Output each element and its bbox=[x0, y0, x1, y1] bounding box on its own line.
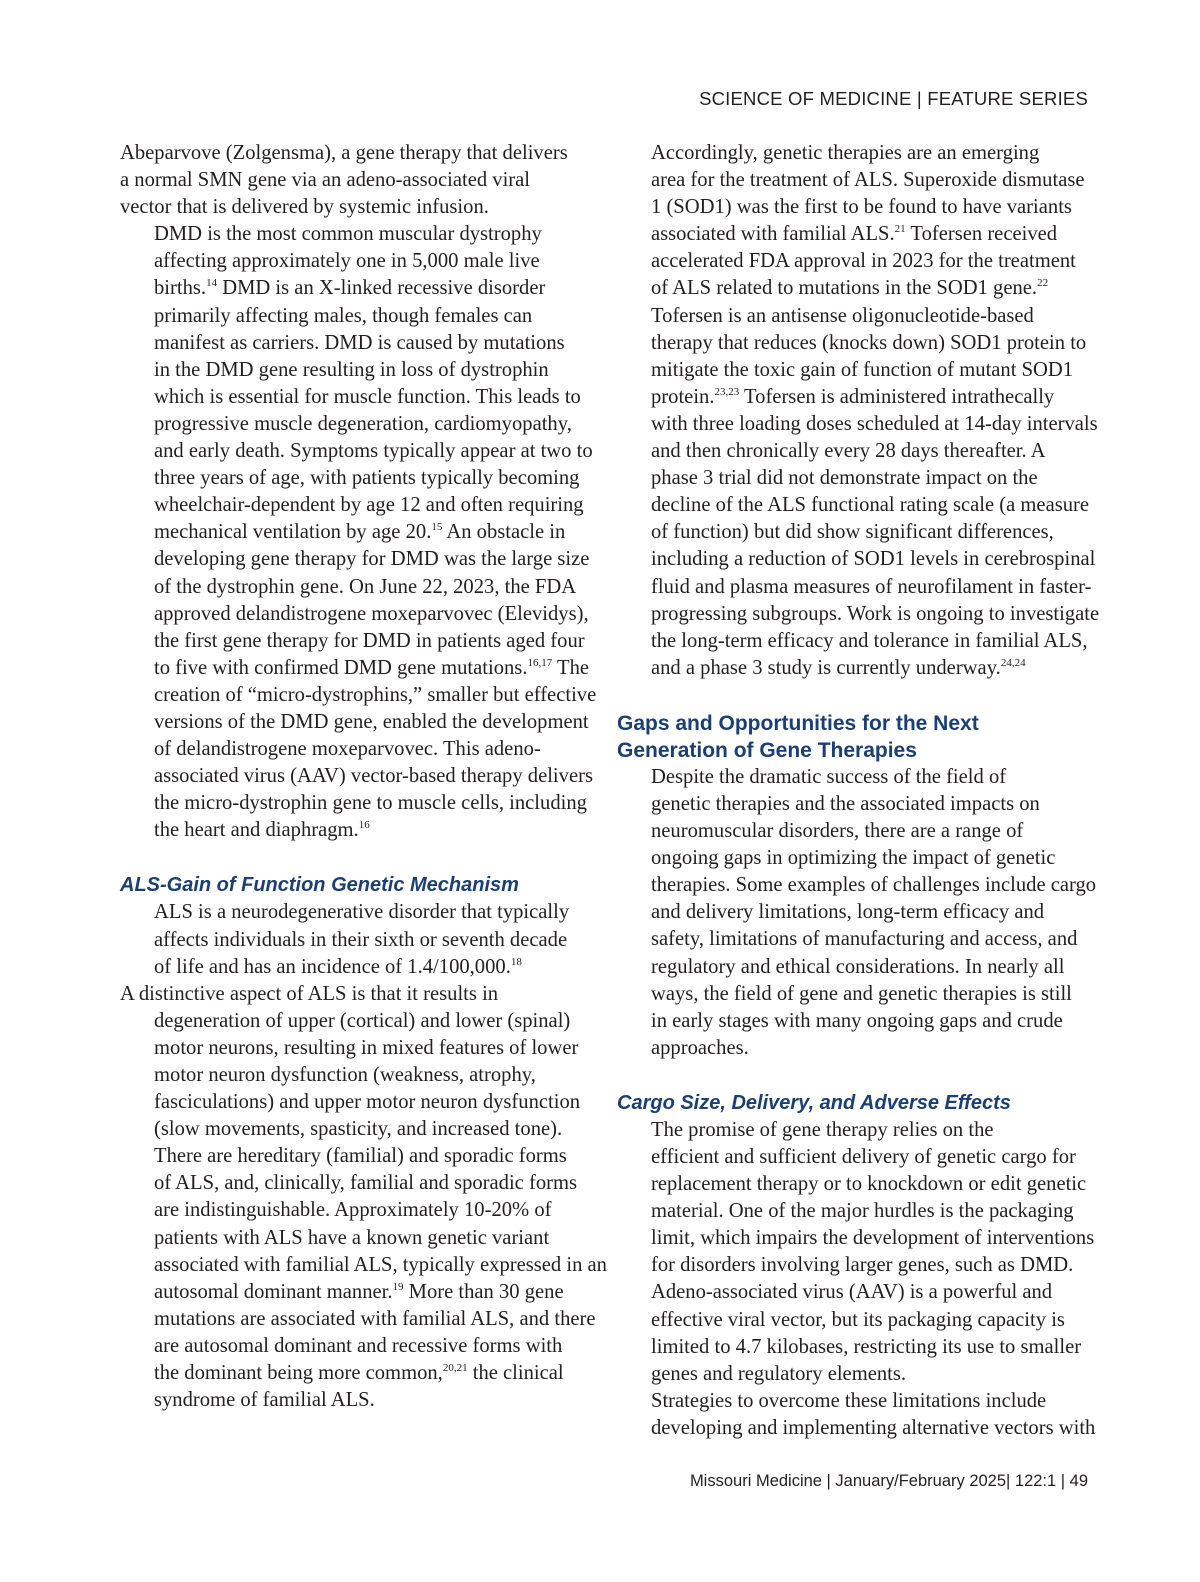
text-line: regulatory and ethical considerations. In nearly all bbox=[651, 955, 1065, 978]
text-line: area for the treatment of ALS. Superoxide dismutase bbox=[651, 169, 1085, 192]
text-fragment: An obstacle in bbox=[442, 521, 566, 544]
text-line: motor neurons, resulting in mixed features of lower bbox=[154, 1036, 579, 1059]
text-line: genetic therapies and the associated impacts on bbox=[651, 792, 1040, 815]
text-line bbox=[120, 954, 595, 981]
text-line: The promise of gene therapy relies on the bbox=[651, 1118, 994, 1141]
paragraph-cargo bbox=[617, 1117, 1095, 1388]
text-line: progressive muscle degeneration, cardiomyopathy, bbox=[154, 412, 572, 435]
text-line: Despite the dramatic success of the field of bbox=[651, 765, 1007, 788]
text-line: for disorders involving larger genes, such as DMD. bbox=[651, 1254, 1074, 1277]
citation: 16,17 bbox=[527, 656, 553, 669]
text-line bbox=[617, 221, 1095, 248]
text-line: affecting approximately one in 5,000 male live bbox=[154, 250, 540, 273]
text-line: therapy that reduces (knocks down) SOD1 protein to bbox=[651, 331, 1087, 354]
text-line: developing and implementing alternative vectors with bbox=[651, 1416, 1096, 1439]
text-fragment: and a phase 3 study is currently underway. bbox=[651, 656, 1001, 679]
citation: 20,21 bbox=[442, 1362, 468, 1375]
text-line: and then chronically every 28 days thereafter. A bbox=[651, 440, 1046, 463]
text-fragment: births. bbox=[154, 277, 207, 300]
text-line: mutations are associated with familial ALS, and there bbox=[154, 1307, 596, 1330]
text-fragment: of life and has an incidence of 1.4/100,000. bbox=[154, 955, 511, 978]
text-line: degeneration of upper (cortical) and lower (spinal) bbox=[154, 1009, 571, 1032]
citation: 14 bbox=[206, 277, 218, 290]
text-line: and delivery limitations, long-term efficacy and bbox=[651, 901, 1045, 924]
text-line: decline of the ALS functional rating scale (a measure bbox=[651, 494, 1090, 517]
text-line: accelerated FDA approval in 2023 for the treatment bbox=[651, 250, 1076, 273]
text-line: a normal SMN gene via an adeno-associated viral bbox=[120, 169, 531, 192]
text-line: syndrome of familial ALS. bbox=[154, 1389, 375, 1412]
text-line: There are hereditary (familial) and sporadic forms bbox=[154, 1145, 567, 1168]
text-line: motor neuron dysfunction (weakness, atrophy, bbox=[154, 1064, 536, 1086]
text-line: in early stages with many ongoing gaps and crude bbox=[651, 1009, 1063, 1032]
paragraph-als bbox=[120, 899, 607, 1414]
text-fragment: mechanical ventilation by age 20. bbox=[154, 521, 432, 544]
text-line: Tofersen is an antisense oligonucleotide-based bbox=[651, 304, 1034, 327]
paragraph-dmd bbox=[120, 221, 595, 844]
text-fragment: Tofersen received bbox=[905, 223, 1058, 246]
text-line: including a reduction of SOD1 levels in cerebrospinal bbox=[651, 548, 1096, 571]
right-column bbox=[617, 140, 1100, 1442]
text-line: wheelchair-dependent by age 12 and often requiring bbox=[154, 494, 584, 517]
text-line: the micro-dystrophin gene to muscle cells, including bbox=[154, 792, 587, 815]
text-line: therapies. Some examples of challenges include cargo bbox=[651, 874, 1097, 897]
text-line: creation of “micro-dystrophins,” smaller but effective bbox=[154, 683, 597, 706]
text-line: primarily affecting males, though females can bbox=[154, 304, 533, 327]
citation: 18 bbox=[510, 955, 522, 968]
text-line bbox=[617, 384, 1095, 411]
text-line: the long-term efficacy and tolerance in familial ALS, bbox=[651, 629, 1088, 652]
text-line bbox=[120, 519, 595, 546]
text-line: with three loading doses scheduled at 14-day intervals bbox=[651, 412, 1098, 435]
text-line: developing gene therapy for DMD was the large size bbox=[154, 548, 590, 571]
text-fragment: More than 30 gene bbox=[403, 1280, 564, 1303]
citation: 22 bbox=[1037, 277, 1049, 290]
text-line: manifest as carriers. DMD is caused by mutations bbox=[154, 331, 565, 354]
text-line: DMD is the most common muscular dystrophy bbox=[154, 223, 542, 246]
text-line: limited to 4.7 kilobases, restricting its use to smaller bbox=[651, 1335, 1082, 1358]
text-line: genes and regulatory elements. bbox=[651, 1362, 907, 1385]
text-line: approved delandistrogene moxeparvovec (Elevidys), bbox=[154, 602, 589, 625]
citation: 15 bbox=[431, 521, 443, 534]
text-line bbox=[120, 655, 595, 682]
text-line: fasciculations) and upper motor neuron dysfunction bbox=[154, 1091, 581, 1114]
heading-cargo-size: Cargo Size, Delivery, and Adverse Effects bbox=[617, 1091, 1011, 1114]
text-line: vector that is delivered by systemic infusion. bbox=[120, 196, 489, 219]
text-line bbox=[120, 1360, 595, 1387]
citation: 19 bbox=[392, 1280, 404, 1293]
text-fragment: the dominant being more common, bbox=[154, 1362, 443, 1385]
text-line: which is essential for muscle function. This leads to bbox=[154, 385, 581, 408]
citation: 16 bbox=[358, 819, 370, 832]
text-line bbox=[120, 275, 595, 302]
text-line: of delandistrogene moxeparvovec. This adeno- bbox=[154, 738, 541, 761]
text-line: ALS is a neurodegenerative disorder that typically bbox=[154, 901, 570, 924]
citation: 21 bbox=[894, 223, 906, 236]
text-line: the first gene therapy for DMD in patients aged four bbox=[154, 629, 585, 652]
left-column bbox=[120, 140, 607, 1414]
paragraph-tofersen bbox=[617, 140, 1100, 682]
text-fragment: associated with familial ALS. bbox=[651, 223, 895, 246]
text-line: mitigate the toxic gain of function of mutant SOD1 bbox=[651, 358, 1074, 381]
text-line: material. One of the major hurdles is the packaging bbox=[651, 1200, 1074, 1223]
text-line: patients with ALS have a known genetic variant bbox=[154, 1226, 550, 1249]
text-line: of the dystrophin gene. On June 22, 2023, the FDA bbox=[154, 575, 577, 598]
text-line: progressing subgroups. Work is ongoing to investigate bbox=[651, 602, 1100, 625]
text-line: Accordingly, genetic therapies are an emerging bbox=[651, 142, 1040, 164]
text-line: approaches. bbox=[651, 1036, 749, 1059]
text-fragment: autosomal dominant manner. bbox=[154, 1280, 393, 1303]
text-line bbox=[617, 275, 1095, 302]
text-line: (slow movements, spasticity, and increased tone). bbox=[154, 1118, 563, 1141]
text-fragment: protein. bbox=[651, 385, 715, 408]
text-fragment: Tofersen is administered intrathecally bbox=[739, 385, 1055, 408]
paragraph-strategies bbox=[617, 1388, 1095, 1442]
text-line: associated with familial ALS, typically expressed in an bbox=[154, 1253, 607, 1276]
text-line: of function) but did show significant differences, bbox=[651, 521, 1054, 544]
text-line: neuromuscular disorders, there are a range of bbox=[651, 820, 1024, 843]
heading-line: Gaps and Opportunities for the Next bbox=[617, 711, 979, 735]
text-line: ways, the field of gene and genetic therapies is still bbox=[651, 982, 1072, 1005]
text-line: affects individuals in their sixth or seventh decade bbox=[154, 928, 568, 951]
page-footer: Missouri Medicine | January/February 2025| 122:1 | 49 bbox=[689, 1472, 1088, 1490]
text-line: A distinctive aspect of ALS is that it results in bbox=[120, 982, 499, 1005]
text-fragment: the clinical bbox=[467, 1362, 564, 1385]
text-line: fluid and plasma measures of neurofilament in faster- bbox=[651, 575, 1092, 598]
text-line: Strategies to overcome these limitations include bbox=[651, 1389, 1047, 1412]
running-head: SCIENCE OF MEDICINE | FEATURE SERIES bbox=[699, 88, 1088, 109]
text-line: 1 (SOD1) was the first to be found to have variants bbox=[651, 196, 1072, 219]
text-line: in the DMD gene resulting in loss of dystrophin bbox=[154, 358, 549, 381]
text-line bbox=[120, 1279, 595, 1306]
citation: 24,24 bbox=[1000, 656, 1026, 669]
text-line bbox=[120, 817, 595, 844]
text-line: ongoing gaps in optimizing the impact of genetic bbox=[651, 847, 1056, 870]
text-fragment: DMD is an X-linked recessive disorder bbox=[217, 277, 546, 300]
text-line: and early death. Symptoms typically appear at two to bbox=[154, 440, 593, 463]
text-fragment: to five with confirmed DMD gene mutations. bbox=[154, 656, 528, 679]
text-line: versions of the DMD gene, enabled the development bbox=[154, 710, 589, 733]
heading-gaps-opportunities bbox=[617, 710, 1095, 764]
text-line: limit, which impairs the development of interventions bbox=[651, 1227, 1095, 1250]
text-line: three years of age, with patients typically becoming bbox=[154, 467, 580, 490]
heading-line: Generation of Gene Therapies bbox=[617, 738, 917, 762]
text-line: phase 3 trial did not demonstrate impact on the bbox=[651, 467, 1038, 490]
text-line: Abeparvove (Zolgensma), a gene therapy that delivers bbox=[120, 142, 568, 164]
text-line: are indistinguishable. Approximately 10-20% of bbox=[154, 1199, 552, 1222]
text-line: Adeno-associated virus (AAV) is a powerful and bbox=[651, 1281, 1053, 1304]
text-line: associated virus (AAV) vector-based therapy delivers bbox=[154, 765, 593, 788]
heading-als-mechanism: ALS-Gain of Function Genetic Mechanism bbox=[120, 874, 519, 897]
text-fragment: of ALS related to mutations in the SOD1 gene. bbox=[651, 277, 1038, 300]
citation: 23,23 bbox=[714, 385, 740, 398]
text-fragment: The bbox=[552, 656, 590, 679]
text-line: effective viral vector, but its packaging capacity is bbox=[651, 1308, 1065, 1331]
text-line: efficient and sufficient delivery of genetic cargo for bbox=[651, 1146, 1076, 1168]
paragraph-zolgensma bbox=[120, 140, 595, 221]
text-line: are autosomal dominant and recessive forms with bbox=[154, 1334, 563, 1357]
text-line: replacement therapy or to knockdown or edit genetic bbox=[651, 1173, 1087, 1196]
text-fragment: the heart and diaphragm. bbox=[154, 819, 359, 842]
text-line bbox=[617, 655, 1095, 682]
paragraph-gaps bbox=[617, 764, 1095, 1062]
text-line: of ALS, and, clinically, familial and sporadic forms bbox=[154, 1172, 578, 1195]
text-line: safety, limitations of manufacturing and access, and bbox=[651, 928, 1078, 951]
